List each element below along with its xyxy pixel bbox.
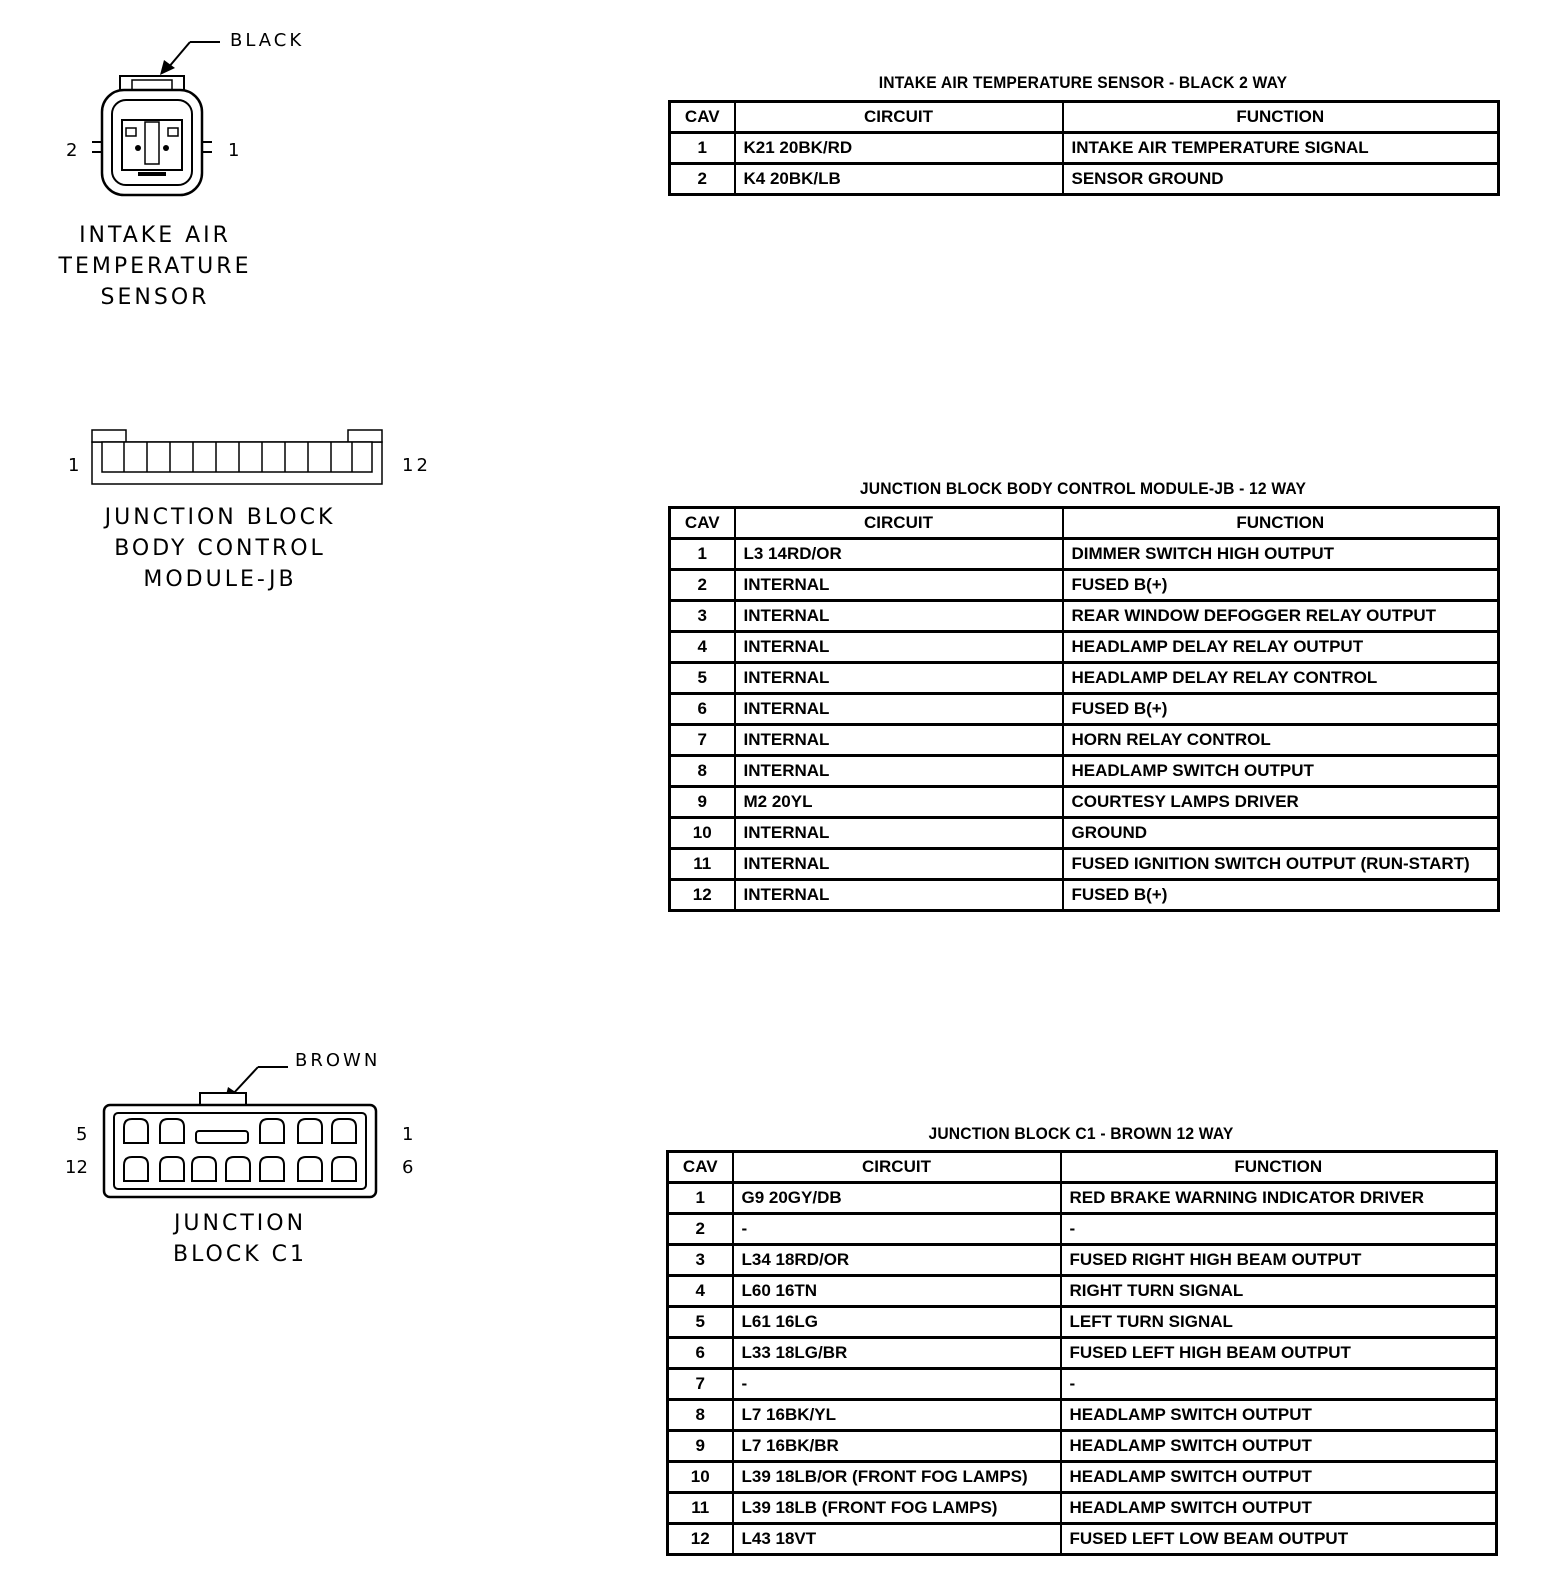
jb-pinout-table bbox=[668, 506, 1500, 912]
table-row bbox=[668, 1431, 1497, 1462]
iat-connector-drawing bbox=[60, 30, 280, 190]
cell-cav: 12 bbox=[668, 1524, 733, 1555]
cell-function: INTAKE AIR TEMPERATURE SIGNAL bbox=[1063, 133, 1499, 164]
table-header-row bbox=[670, 508, 1499, 539]
cell-circuit: L34 18RD/OR bbox=[733, 1245, 1061, 1276]
cell-function: FUSED LEFT LOW BEAM OUTPUT bbox=[1061, 1524, 1497, 1555]
cell-cav: 8 bbox=[668, 1400, 733, 1431]
header-circuit: CIRCUIT bbox=[735, 102, 1063, 133]
cell-cav: 8 bbox=[670, 756, 735, 787]
jb-table-title: JUNCTION BLOCK BODY CONTROL MODULE-JB - 12 WAY bbox=[859, 479, 1307, 498]
cell-function: HEADLAMP SWITCH OUTPUT bbox=[1061, 1493, 1497, 1524]
table-header-row bbox=[668, 1152, 1497, 1183]
c1-name-line-1: JUNCTION bbox=[173, 1211, 307, 1236]
c1-connector-drawing bbox=[100, 1055, 400, 1205]
table-row bbox=[668, 1369, 1497, 1400]
table-row bbox=[668, 1524, 1497, 1555]
cell-cav: 10 bbox=[670, 818, 735, 849]
c1-pinout-table bbox=[666, 1150, 1498, 1556]
table-row bbox=[668, 1400, 1497, 1431]
table-row bbox=[668, 1214, 1497, 1245]
header-cav: CAV bbox=[668, 1152, 733, 1183]
cell-cav: 3 bbox=[670, 601, 735, 632]
cell-function: HEADLAMP DELAY RELAY CONTROL bbox=[1063, 663, 1499, 694]
cell-cav: 12 bbox=[670, 880, 735, 911]
table-row bbox=[668, 1493, 1497, 1524]
c1-connector-name bbox=[140, 1208, 340, 1270]
cell-circuit: M2 20YL bbox=[735, 787, 1063, 818]
cell-function: DIMMER SWITCH HIGH OUTPUT bbox=[1063, 539, 1499, 570]
cell-cav: 6 bbox=[668, 1338, 733, 1369]
table-row bbox=[668, 1276, 1497, 1307]
c1-pin-top-right: 1 bbox=[402, 1124, 414, 1145]
table-row bbox=[670, 880, 1499, 911]
cell-cav: 5 bbox=[670, 663, 735, 694]
jb-pin-right: 12 bbox=[402, 455, 431, 476]
cell-function: HEADLAMP DELAY RELAY OUTPUT bbox=[1063, 632, 1499, 663]
jb-pin-left: 1 bbox=[68, 455, 80, 476]
c1-pin-top-left: 5 bbox=[76, 1124, 88, 1145]
cell-function: HORN RELAY CONTROL bbox=[1063, 725, 1499, 756]
table-row bbox=[668, 1462, 1497, 1493]
cell-function: HEADLAMP SWITCH OUTPUT bbox=[1061, 1400, 1497, 1431]
header-function: FUNCTION bbox=[1061, 1152, 1497, 1183]
table-row bbox=[670, 133, 1499, 164]
table-row bbox=[670, 632, 1499, 663]
iat-color-label: BLACK bbox=[230, 30, 305, 51]
cell-circuit: - bbox=[733, 1369, 1061, 1400]
jb-name-line-3: MODULE-JB bbox=[143, 567, 297, 592]
table-row bbox=[670, 787, 1499, 818]
cell-cav: 2 bbox=[670, 164, 735, 195]
table-row bbox=[670, 601, 1499, 632]
cell-cav: 7 bbox=[670, 725, 735, 756]
c1-pin-bottom-left: 12 bbox=[65, 1157, 88, 1178]
cell-function: RIGHT TURN SIGNAL bbox=[1061, 1276, 1497, 1307]
cell-function: - bbox=[1061, 1369, 1497, 1400]
c1-color-label: BROWN bbox=[295, 1050, 381, 1071]
iat-name-line-1: INTAKE AIR bbox=[79, 223, 231, 248]
iat-name-line-3: SENSOR bbox=[100, 285, 210, 310]
table-row bbox=[670, 818, 1499, 849]
cell-cav: 1 bbox=[668, 1183, 733, 1214]
table-row bbox=[670, 663, 1499, 694]
cell-function: HEADLAMP SWITCH OUTPUT bbox=[1061, 1431, 1497, 1462]
jb-name-line-2: BODY CONTROL bbox=[114, 536, 326, 561]
header-circuit: CIRCUIT bbox=[733, 1152, 1061, 1183]
header-function: FUNCTION bbox=[1063, 102, 1499, 133]
cell-function: FUSED LEFT HIGH BEAM OUTPUT bbox=[1061, 1338, 1497, 1369]
cell-function: RED BRAKE WARNING INDICATOR DRIVER bbox=[1061, 1183, 1497, 1214]
table-row bbox=[670, 849, 1499, 880]
cell-circuit: INTERNAL bbox=[735, 663, 1063, 694]
table-row bbox=[668, 1183, 1497, 1214]
cell-function: FUSED B(+) bbox=[1063, 570, 1499, 601]
cell-circuit: INTERNAL bbox=[735, 849, 1063, 880]
cell-cav: 4 bbox=[670, 632, 735, 663]
cell-circuit: INTERNAL bbox=[735, 570, 1063, 601]
iat-pin-left: 2 bbox=[66, 140, 78, 161]
iat-table-title: INTAKE AIR TEMPERATURE SENSOR - BLACK 2 WAY bbox=[878, 73, 1288, 92]
cell-function: - bbox=[1061, 1214, 1497, 1245]
c1-pin-bottom-right: 6 bbox=[402, 1157, 414, 1178]
jb-connector-name bbox=[70, 502, 370, 595]
cell-function: HEADLAMP SWITCH OUTPUT bbox=[1061, 1462, 1497, 1493]
cell-circuit: L7 16BK/BR bbox=[733, 1431, 1061, 1462]
cell-circuit: INTERNAL bbox=[735, 725, 1063, 756]
c1-name-line-2: BLOCK C1 bbox=[172, 1242, 308, 1267]
iat-pin-right: 1 bbox=[228, 140, 240, 161]
cell-circuit: L33 18LG/BR bbox=[733, 1338, 1061, 1369]
cell-function: LEFT TURN SIGNAL bbox=[1061, 1307, 1497, 1338]
cell-circuit: INTERNAL bbox=[735, 632, 1063, 663]
table-row bbox=[670, 756, 1499, 787]
jb-connector-drawing bbox=[90, 430, 390, 490]
cell-cav: 4 bbox=[668, 1276, 733, 1307]
cell-circuit: INTERNAL bbox=[735, 756, 1063, 787]
cell-cav: 11 bbox=[668, 1493, 733, 1524]
iat-connector-name bbox=[40, 220, 270, 313]
table-header-row bbox=[670, 102, 1499, 133]
cell-circuit: L39 18LB (FRONT FOG LAMPS) bbox=[733, 1493, 1061, 1524]
cell-cav: 1 bbox=[670, 133, 735, 164]
c1-table-title: JUNCTION BLOCK C1 - BROWN 12 WAY bbox=[928, 1124, 1234, 1143]
iat-name-line-2: TEMPERATURE bbox=[58, 254, 252, 279]
cell-cav: 10 bbox=[668, 1462, 733, 1493]
table-row bbox=[668, 1245, 1497, 1276]
cell-function: COURTESY LAMPS DRIVER bbox=[1063, 787, 1499, 818]
header-cav: CAV bbox=[670, 102, 735, 133]
table-row bbox=[668, 1338, 1497, 1369]
table-row bbox=[670, 694, 1499, 725]
cell-function: FUSED B(+) bbox=[1063, 880, 1499, 911]
cell-function: REAR WINDOW DEFOGGER RELAY OUTPUT bbox=[1063, 601, 1499, 632]
cell-circuit: L39 18LB/OR (FRONT FOG LAMPS) bbox=[733, 1462, 1061, 1493]
cell-function: FUSED B(+) bbox=[1063, 694, 1499, 725]
cell-cav: 3 bbox=[668, 1245, 733, 1276]
cell-circuit: L7 16BK/YL bbox=[733, 1400, 1061, 1431]
cell-circuit: L3 14RD/OR bbox=[735, 539, 1063, 570]
header-function: FUNCTION bbox=[1063, 508, 1499, 539]
cell-circuit: L43 18VT bbox=[733, 1524, 1061, 1555]
cell-circuit: K21 20BK/RD bbox=[735, 133, 1063, 164]
cell-circuit: INTERNAL bbox=[735, 880, 1063, 911]
table-row bbox=[668, 1307, 1497, 1338]
cell-circuit: K4 20BK/LB bbox=[735, 164, 1063, 195]
cell-cav: 9 bbox=[670, 787, 735, 818]
cell-circuit: L61 16LG bbox=[733, 1307, 1061, 1338]
cell-cav: 6 bbox=[670, 694, 735, 725]
cell-cav: 11 bbox=[670, 849, 735, 880]
cell-circuit: INTERNAL bbox=[735, 601, 1063, 632]
cell-cav: 1 bbox=[670, 539, 735, 570]
cell-circuit: G9 20GY/DB bbox=[733, 1183, 1061, 1214]
cell-function: GROUND bbox=[1063, 818, 1499, 849]
table-row bbox=[670, 570, 1499, 601]
cell-circuit: - bbox=[733, 1214, 1061, 1245]
cell-circuit: L60 16TN bbox=[733, 1276, 1061, 1307]
cell-function: FUSED IGNITION SWITCH OUTPUT (RUN-START) bbox=[1063, 849, 1499, 880]
iat-pinout-table bbox=[668, 100, 1500, 196]
cell-circuit: INTERNAL bbox=[735, 694, 1063, 725]
cell-function: HEADLAMP SWITCH OUTPUT bbox=[1063, 756, 1499, 787]
cell-cav: 7 bbox=[668, 1369, 733, 1400]
cell-cav: 2 bbox=[668, 1214, 733, 1245]
cell-cav: 5 bbox=[668, 1307, 733, 1338]
cell-function: FUSED RIGHT HIGH BEAM OUTPUT bbox=[1061, 1245, 1497, 1276]
table-row bbox=[670, 725, 1499, 756]
jb-name-line-1: JUNCTION BLOCK bbox=[104, 505, 336, 530]
cell-cav: 2 bbox=[670, 570, 735, 601]
header-circuit: CIRCUIT bbox=[735, 508, 1063, 539]
table-row bbox=[670, 539, 1499, 570]
cell-function: SENSOR GROUND bbox=[1063, 164, 1499, 195]
cell-cav: 9 bbox=[668, 1431, 733, 1462]
cell-circuit: INTERNAL bbox=[735, 818, 1063, 849]
table-row bbox=[670, 164, 1499, 195]
header-cav: CAV bbox=[670, 508, 735, 539]
